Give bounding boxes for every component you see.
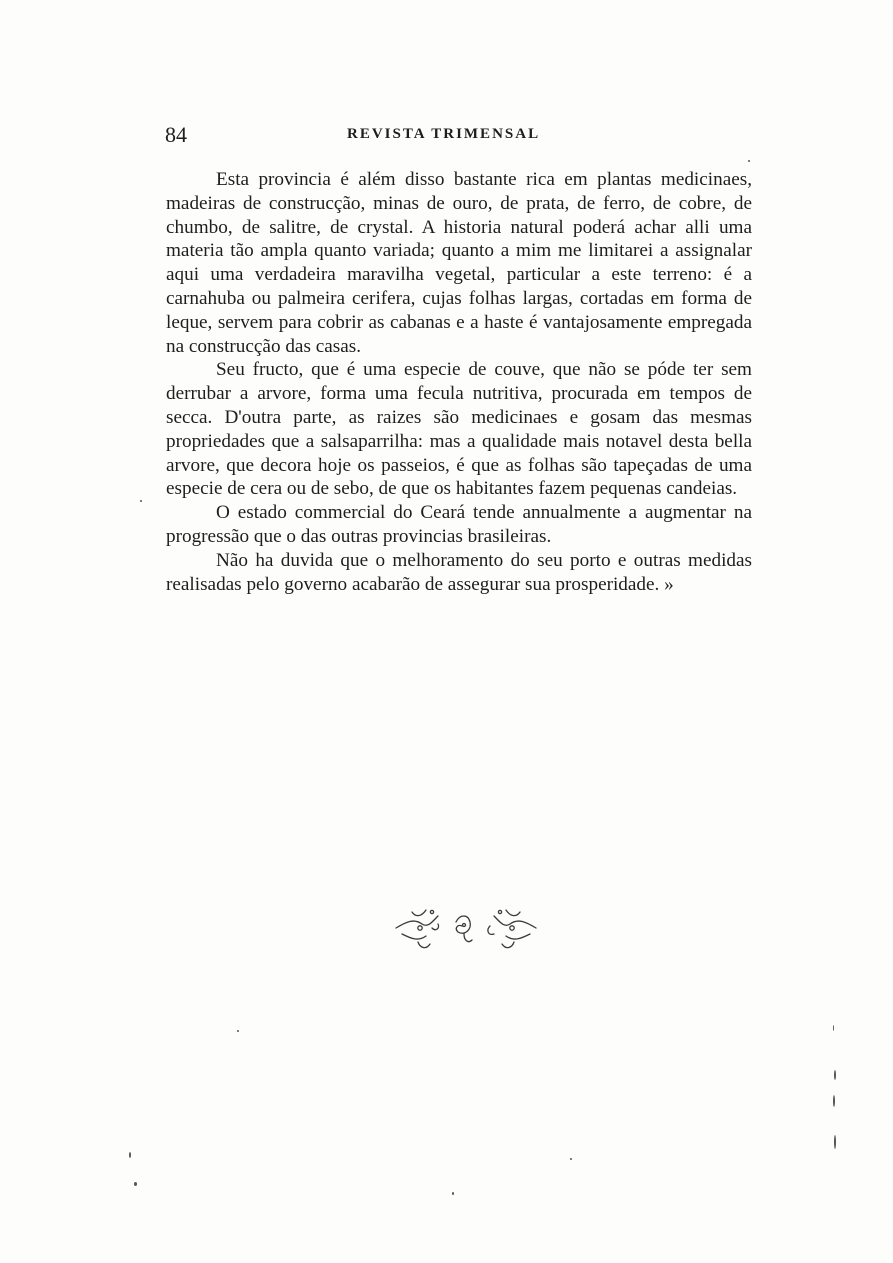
scan-speck (134, 1182, 137, 1186)
scan-speck (833, 1095, 835, 1107)
paragraph: O estado commercial do Ceará tende annualmente a augmentar na progressão que o das outras provincias brasileiras. (166, 502, 752, 547)
body-text (166, 168, 752, 596)
scan-speck (834, 1135, 836, 1149)
scan-speck (129, 1152, 131, 1158)
paragraph: Seu fructo, que é uma especie de couve, que não se póde ter sem derrubar a arvore, forma uma fecula nutritiva, procurada em tempos de secca. D'outra parte, as raizes são medicinaes e gosam das mesmas propriedades que a salsaparrilha: mas a qualidade mais notavel desta bella arvore, que decora hoje os passeios, é que as folhas são tapeçadas de uma especie de cera ou de sebo, de que os habitantes fazem pequenas candeias. (166, 359, 752, 500)
page-number: 84 (165, 122, 187, 147)
scan-speck (452, 1192, 454, 1195)
scan-speck (237, 1030, 239, 1032)
scan-speck (748, 160, 750, 162)
scan-speck (834, 1070, 836, 1080)
paragraph: Não ha duvida que o melhoramento do seu porto e outras medidas realisadas pelo governo acabarão de assegurar sua prosperidade. » (166, 549, 752, 595)
paragraph: Esta provincia é além disso bastante rica em plantas medicinaes, madeiras de construcção, minas de ouro, de prata, de ferro, de cobre, de chumbo, de salitre, de crystal. A historia natural poderá achar alli uma materia tão ampla quanto variada; quanto a mim me limitarei a assignalar aqui uma verdadeira maravilha vegetal, particular a este terreno: é a carnahuba ou palmeira cerifera, cujas folhas largas, cortadas em forma de leque, servem para cobrir as cabanas e a haste é vantajosamente empregada na construcção das casas. (166, 169, 752, 357)
running-title: REVISTA TRIMENSAL (347, 126, 541, 142)
scan-speck (140, 500, 142, 502)
page-header (165, 122, 755, 152)
scan-speck (570, 1158, 572, 1160)
decorative-floral-ornament-icon (392, 898, 540, 954)
scan-speck (833, 1025, 834, 1031)
